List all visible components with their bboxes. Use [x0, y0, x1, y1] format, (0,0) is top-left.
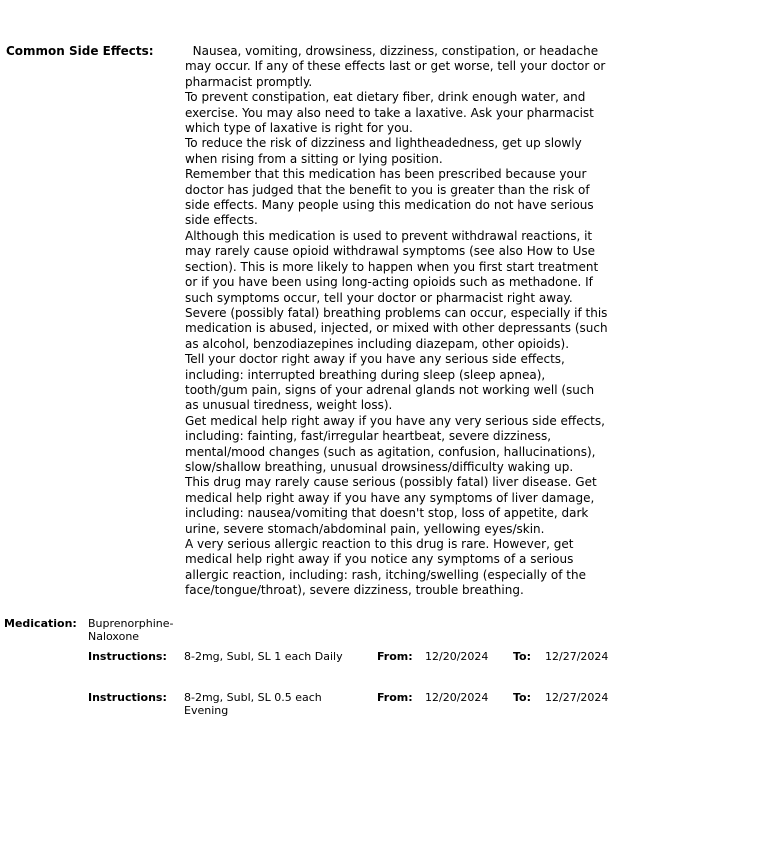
to-label: To: [513, 650, 531, 663]
side-effects-paragraph: Severe (possibly fatal) breathing problems can occur, especially if this medication is abused, injected, or mixed with other depressants (such as alcohol, benzodiazepines including diazepam, other opioids). [185, 305, 608, 351]
instructions-value: 8-2mg, Subl, SL 0.5 each Evening [184, 691, 322, 717]
side-effects-paragraph: Although this medication is used to prevent withdrawal reactions, it may rarely cause opioid withdrawal symptoms (see also How to Use section). This is more likely to happen when you first start treatment or if you have been using long-acting opioids such as methadone. If such symptoms occur, tell your doctor or pharmacist right away. [185, 228, 599, 305]
side-effects-label: Common Side Effects: [6, 44, 154, 58]
medication-label: Medication: [4, 617, 77, 630]
from-date: 12/20/2024 [425, 650, 489, 663]
from-date: 12/20/2024 [425, 691, 489, 704]
side-effects-paragraph: This drug may rarely cause serious (possibly fatal) liver disease. Get medical help right away if you have any symptoms of liver damage, including: nausea/vomiting that doesn't stop, loss of appetite, dark urine, severe stomach/abdominal pain, yellowing eyes/skin. [185, 475, 597, 536]
instructions-label: Instructions: [88, 691, 167, 704]
instructions-label: Instructions: [88, 650, 167, 663]
side-effects-paragraph: To prevent constipation, eat dietary fiber, drink enough water, and exercise. You may also need to take a laxative. Ask your pharmacist which type of laxative is right for you. [185, 90, 594, 136]
to-date: 12/27/2024 [545, 650, 609, 663]
side-effects-paragraph: A very serious allergic reaction to this drug is rare. However, get medical help right away if you notice any symptoms of a serious allergic reaction, including: rash, itching/swelling (especially of the face/tongue/throat), severe dizziness, trouble breathing. [185, 537, 586, 598]
from-label: From: [377, 650, 413, 663]
to-date: 12/27/2024 [545, 691, 609, 704]
instructions-value: 8-2mg, Subl, SL 1 each Daily [184, 650, 343, 663]
side-effects-paragraph: Get medical help right away if you have any very serious side effects, including: fainting, fast/irregular heartbeat, severe dizziness, mental/mood changes (such as agitation, confusion, hallucinations), slow/shallow breathing, unusual drowsiness/difficulty waking up. [185, 413, 605, 474]
medication-name: Buprenorphine-Naloxone [88, 617, 174, 643]
side-effects-paragraph: To reduce the risk of dizziness and lightheadedness, get up slowly when rising from a sitting or lying position. [185, 136, 582, 166]
from-label: From: [377, 691, 413, 704]
side-effects-paragraph: Tell your doctor right away if you have any serious side effects, including: interrupted breathing during sleep (sleep apnea), tooth/gum pain, signs of your adrenal glands not working well (such as unusual tiredness, weight loss). [185, 352, 595, 413]
to-label: To: [513, 691, 531, 704]
side-effects-paragraph: Nausea, vomiting, drowsiness, dizziness, constipation, or headache may occur. If any of these effects last or get worse, tell your doctor or pharmacist promptly. [185, 44, 606, 89]
side-effects-text [185, 44, 610, 599]
side-effects-paragraph: Remember that this medication has been prescribed because your doctor has judged that the benefit to you is greater than the risk of side effects. Many people using this medication do not have serious side effects. [185, 167, 594, 228]
